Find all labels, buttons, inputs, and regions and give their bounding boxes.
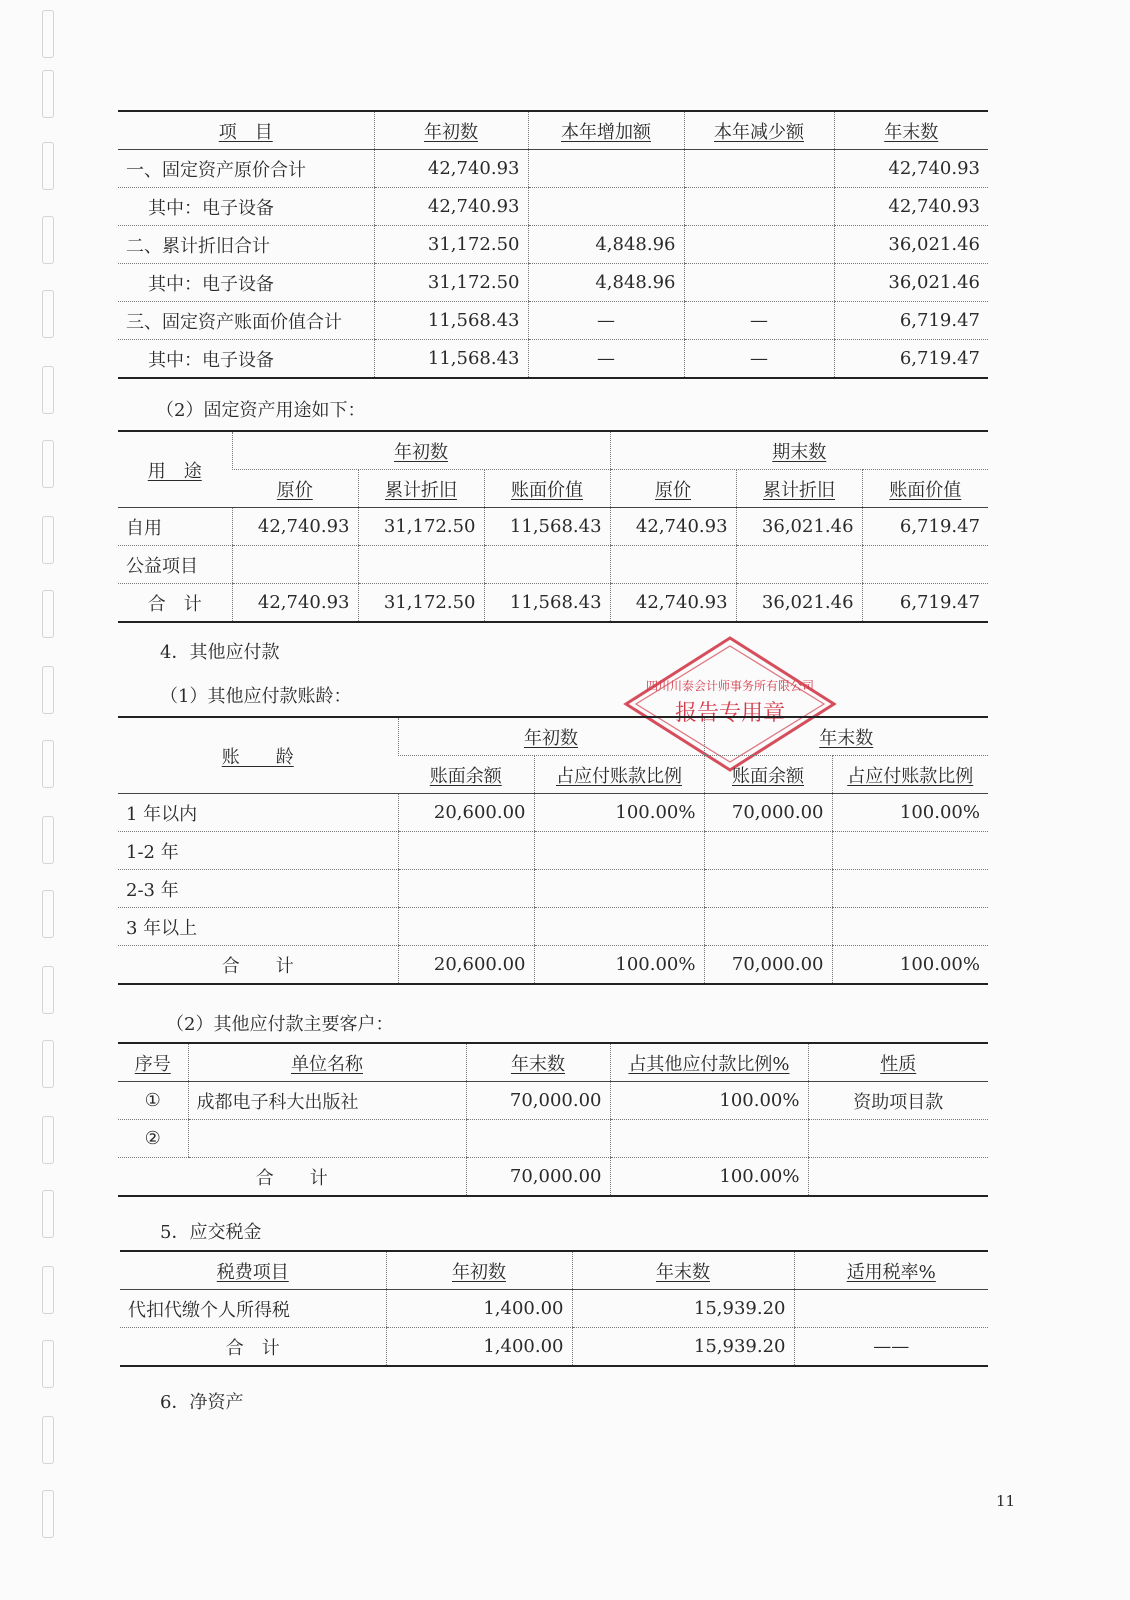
cell-value (704, 908, 832, 946)
table-row (118, 188, 988, 226)
row-label: 合 计 (147, 593, 202, 615)
subheader-book-value: 账面价值 (862, 470, 988, 508)
cell-value: 42,740.93 (232, 584, 358, 623)
aging-table (118, 716, 988, 985)
row-label: 1-2 年 (118, 832, 398, 870)
row-end: 6,719.47 (834, 340, 988, 379)
row-ratio: 100.00% (610, 1158, 808, 1197)
stamp-label-text: 报告专用章 (674, 701, 786, 726)
row-decrease: — (684, 340, 834, 379)
table-header-row (120, 1251, 988, 1290)
row-increase (528, 150, 684, 188)
row-begin: 31,172.50 (374, 264, 528, 302)
row-name (188, 1120, 466, 1158)
row-decrease (684, 264, 834, 302)
table-row (120, 1290, 988, 1328)
row-label: 自用 (118, 508, 232, 546)
header-tax-item: 税费项目 (120, 1251, 386, 1290)
row-label: 1 年以内 (118, 794, 398, 832)
row-label: 公益项目 (118, 546, 232, 584)
header-item: 项 目 (118, 111, 374, 150)
row-item: 三、固定资产账面价值合计 (118, 302, 374, 340)
header-begin: 年初数 (374, 111, 528, 150)
section-4-2-heading: （2）其他应付款主要客户： (166, 1014, 394, 1035)
row-label: 合 计 (255, 1167, 328, 1189)
cell-value (736, 546, 862, 584)
table-header-row (118, 431, 988, 470)
cell-value: 20,600.00 (398, 794, 534, 832)
subheader-book-value: 账面价值 (484, 470, 610, 508)
row-begin: 11,568.43 (374, 340, 528, 379)
row-label: 2-3 年 (118, 870, 398, 908)
header-nature: 性质 (808, 1043, 988, 1082)
header-no: 序号 (118, 1043, 188, 1082)
cell-value: 100.00% (534, 946, 704, 985)
section-4-heading: 4．其他应付款 (160, 642, 280, 663)
row-end: 42,740.93 (834, 188, 988, 226)
table-row (118, 1082, 988, 1120)
row-decrease: — (684, 302, 834, 340)
row-end: 42,740.93 (834, 150, 988, 188)
cell-value (232, 546, 358, 584)
cell-value (398, 870, 534, 908)
cell-value (704, 832, 832, 870)
cell-value (704, 870, 832, 908)
row-ratio: 100.00% (610, 1082, 808, 1120)
header-begin: 年初数 (386, 1251, 572, 1290)
cell-value (398, 832, 534, 870)
section-5-heading: 5．应交税金 (160, 1222, 262, 1243)
row-end: 70,000.00 (466, 1082, 610, 1120)
subheader-cost: 原价 (232, 470, 358, 508)
header-decrease: 本年减少额 (684, 111, 834, 150)
row-rate (794, 1290, 988, 1328)
row-item: 一、固定资产原价合计 (118, 150, 374, 188)
table-header-row (118, 1043, 988, 1082)
header-group-end: 年末数 (704, 717, 988, 756)
section-usage-heading: （2）固定资产用途如下： (156, 400, 366, 421)
row-end (466, 1120, 610, 1158)
subheader-balance: 账面余额 (398, 756, 534, 794)
row-no: ② (118, 1120, 188, 1158)
row-begin: 42,740.93 (374, 188, 528, 226)
header-end: 年末数 (466, 1043, 610, 1082)
cell-value: 11,568.43 (484, 584, 610, 623)
cell-value: 100.00% (832, 794, 988, 832)
row-begin: 42,740.93 (374, 150, 528, 188)
cell-value: 100.00% (534, 794, 704, 832)
cell-value: 100.00% (832, 946, 988, 985)
row-label: 3 年以上 (118, 908, 398, 946)
subheader-depreciation: 累计折旧 (358, 470, 484, 508)
table-row-total (118, 946, 988, 985)
row-rate: —— (794, 1328, 988, 1367)
row-increase: — (528, 340, 684, 379)
row-increase: 4,848.96 (528, 264, 684, 302)
subheader-ratio: 占应付账款比例 (534, 756, 704, 794)
cell-value (534, 870, 704, 908)
header-age: 账 龄 (118, 717, 398, 794)
row-name: 成都电子科大出版社 (188, 1082, 466, 1120)
table-row (118, 226, 988, 264)
table-row (118, 546, 988, 584)
table-row (118, 150, 988, 188)
row-item: 合 计 (225, 1337, 280, 1359)
cell-value: 70,000.00 (704, 794, 832, 832)
cell-value: 42,740.93 (232, 508, 358, 546)
table-row (118, 870, 988, 908)
cell-value (832, 870, 988, 908)
row-item: 代扣代缴个人所得税 (120, 1290, 386, 1328)
row-end: 15,939.20 (572, 1328, 794, 1367)
row-increase: — (528, 302, 684, 340)
row-item: 其中：电子设备 (148, 349, 274, 371)
cell-value (862, 546, 988, 584)
row-nature (808, 1120, 988, 1158)
row-no: ① (118, 1082, 188, 1120)
binding-holes (38, 0, 58, 1600)
header-end: 年末数 (834, 111, 988, 150)
cell-value (534, 832, 704, 870)
cell-value (534, 908, 704, 946)
cell-value: 11,568.43 (484, 508, 610, 546)
cell-value: 6,719.47 (862, 584, 988, 623)
header-group-begin: 年初数 (398, 717, 704, 756)
usage-table (118, 430, 988, 623)
subheader-cost: 原价 (610, 470, 736, 508)
row-item: 其中：电子设备 (118, 264, 374, 302)
table-row (118, 508, 988, 546)
row-begin: 31,172.50 (374, 226, 528, 264)
stamp-org-text: 四川川泰会计师事务所有限公司 (645, 679, 815, 693)
customers-table (118, 1042, 988, 1197)
cell-value: 6,719.47 (862, 508, 988, 546)
row-decrease (684, 188, 834, 226)
row-item: 二、累计折旧合计 (118, 226, 374, 264)
table-header-row (118, 111, 988, 150)
header-increase: 本年增加额 (528, 111, 684, 150)
row-nature (808, 1158, 988, 1197)
cell-value: 36,021.46 (736, 508, 862, 546)
subheader-balance: 账面余额 (704, 756, 832, 794)
row-label: 合 计 (221, 955, 294, 977)
row-decrease (684, 150, 834, 188)
row-end: 36,021.46 (834, 226, 988, 264)
row-nature: 资助项目款 (808, 1082, 988, 1120)
table-row (118, 832, 988, 870)
cell-value (610, 546, 736, 584)
cell-value (358, 546, 484, 584)
cell-value: 42,740.93 (610, 584, 736, 623)
cell-value: 31,172.50 (358, 584, 484, 623)
table-row-total (120, 1328, 988, 1367)
cell-value (398, 908, 534, 946)
table-row (118, 264, 988, 302)
tax-table (120, 1250, 988, 1367)
table-row-total (118, 584, 988, 623)
row-end: 70,000.00 (466, 1158, 610, 1197)
cell-value: 20,600.00 (398, 946, 534, 985)
cell-value (832, 832, 988, 870)
row-increase: 4,848.96 (528, 226, 684, 264)
cell-value: 70,000.00 (704, 946, 832, 985)
header-name: 单位名称 (188, 1043, 466, 1082)
cell-value: 31,172.50 (358, 508, 484, 546)
header-ratio: 占其他应付款比例% (610, 1043, 808, 1082)
fixed-assets-table (118, 110, 988, 379)
cell-value: 36,021.46 (736, 584, 862, 623)
cell-value (832, 908, 988, 946)
row-begin: 1,400.00 (386, 1328, 572, 1367)
cell-value (484, 546, 610, 584)
table-subheader-row (118, 470, 988, 508)
subheader-depreciation: 累计折旧 (736, 470, 862, 508)
header-group-end: 期末数 (610, 431, 988, 470)
row-ratio (610, 1120, 808, 1158)
header-end: 年末数 (572, 1251, 794, 1290)
row-decrease (684, 226, 834, 264)
row-begin: 1,400.00 (386, 1290, 572, 1328)
table-row-total (118, 1158, 988, 1197)
table-row (118, 302, 988, 340)
table-header-row (118, 717, 988, 756)
section-4-1-heading: （1）其他应付款账龄： (160, 686, 352, 707)
row-end: 15,939.20 (572, 1290, 794, 1328)
row-end: 6,719.47 (834, 302, 988, 340)
row-increase (528, 188, 684, 226)
header-group-begin: 年初数 (232, 431, 610, 470)
table-row (118, 794, 988, 832)
header-rate: 适用税率% (794, 1251, 988, 1290)
section-6-heading: 6．净资产 (160, 1392, 244, 1413)
row-end: 36,021.46 (834, 264, 988, 302)
cell-value: 42,740.93 (610, 508, 736, 546)
row-begin: 11,568.43 (374, 302, 528, 340)
header-usage: 用 途 (118, 431, 232, 508)
row-item: 其中：电子设备 (118, 188, 374, 226)
table-row (118, 908, 988, 946)
page-number: 11 (996, 1492, 1016, 1510)
table-row (118, 340, 988, 379)
table-row (118, 1120, 988, 1158)
subheader-ratio: 占应付账款比例 (832, 756, 988, 794)
